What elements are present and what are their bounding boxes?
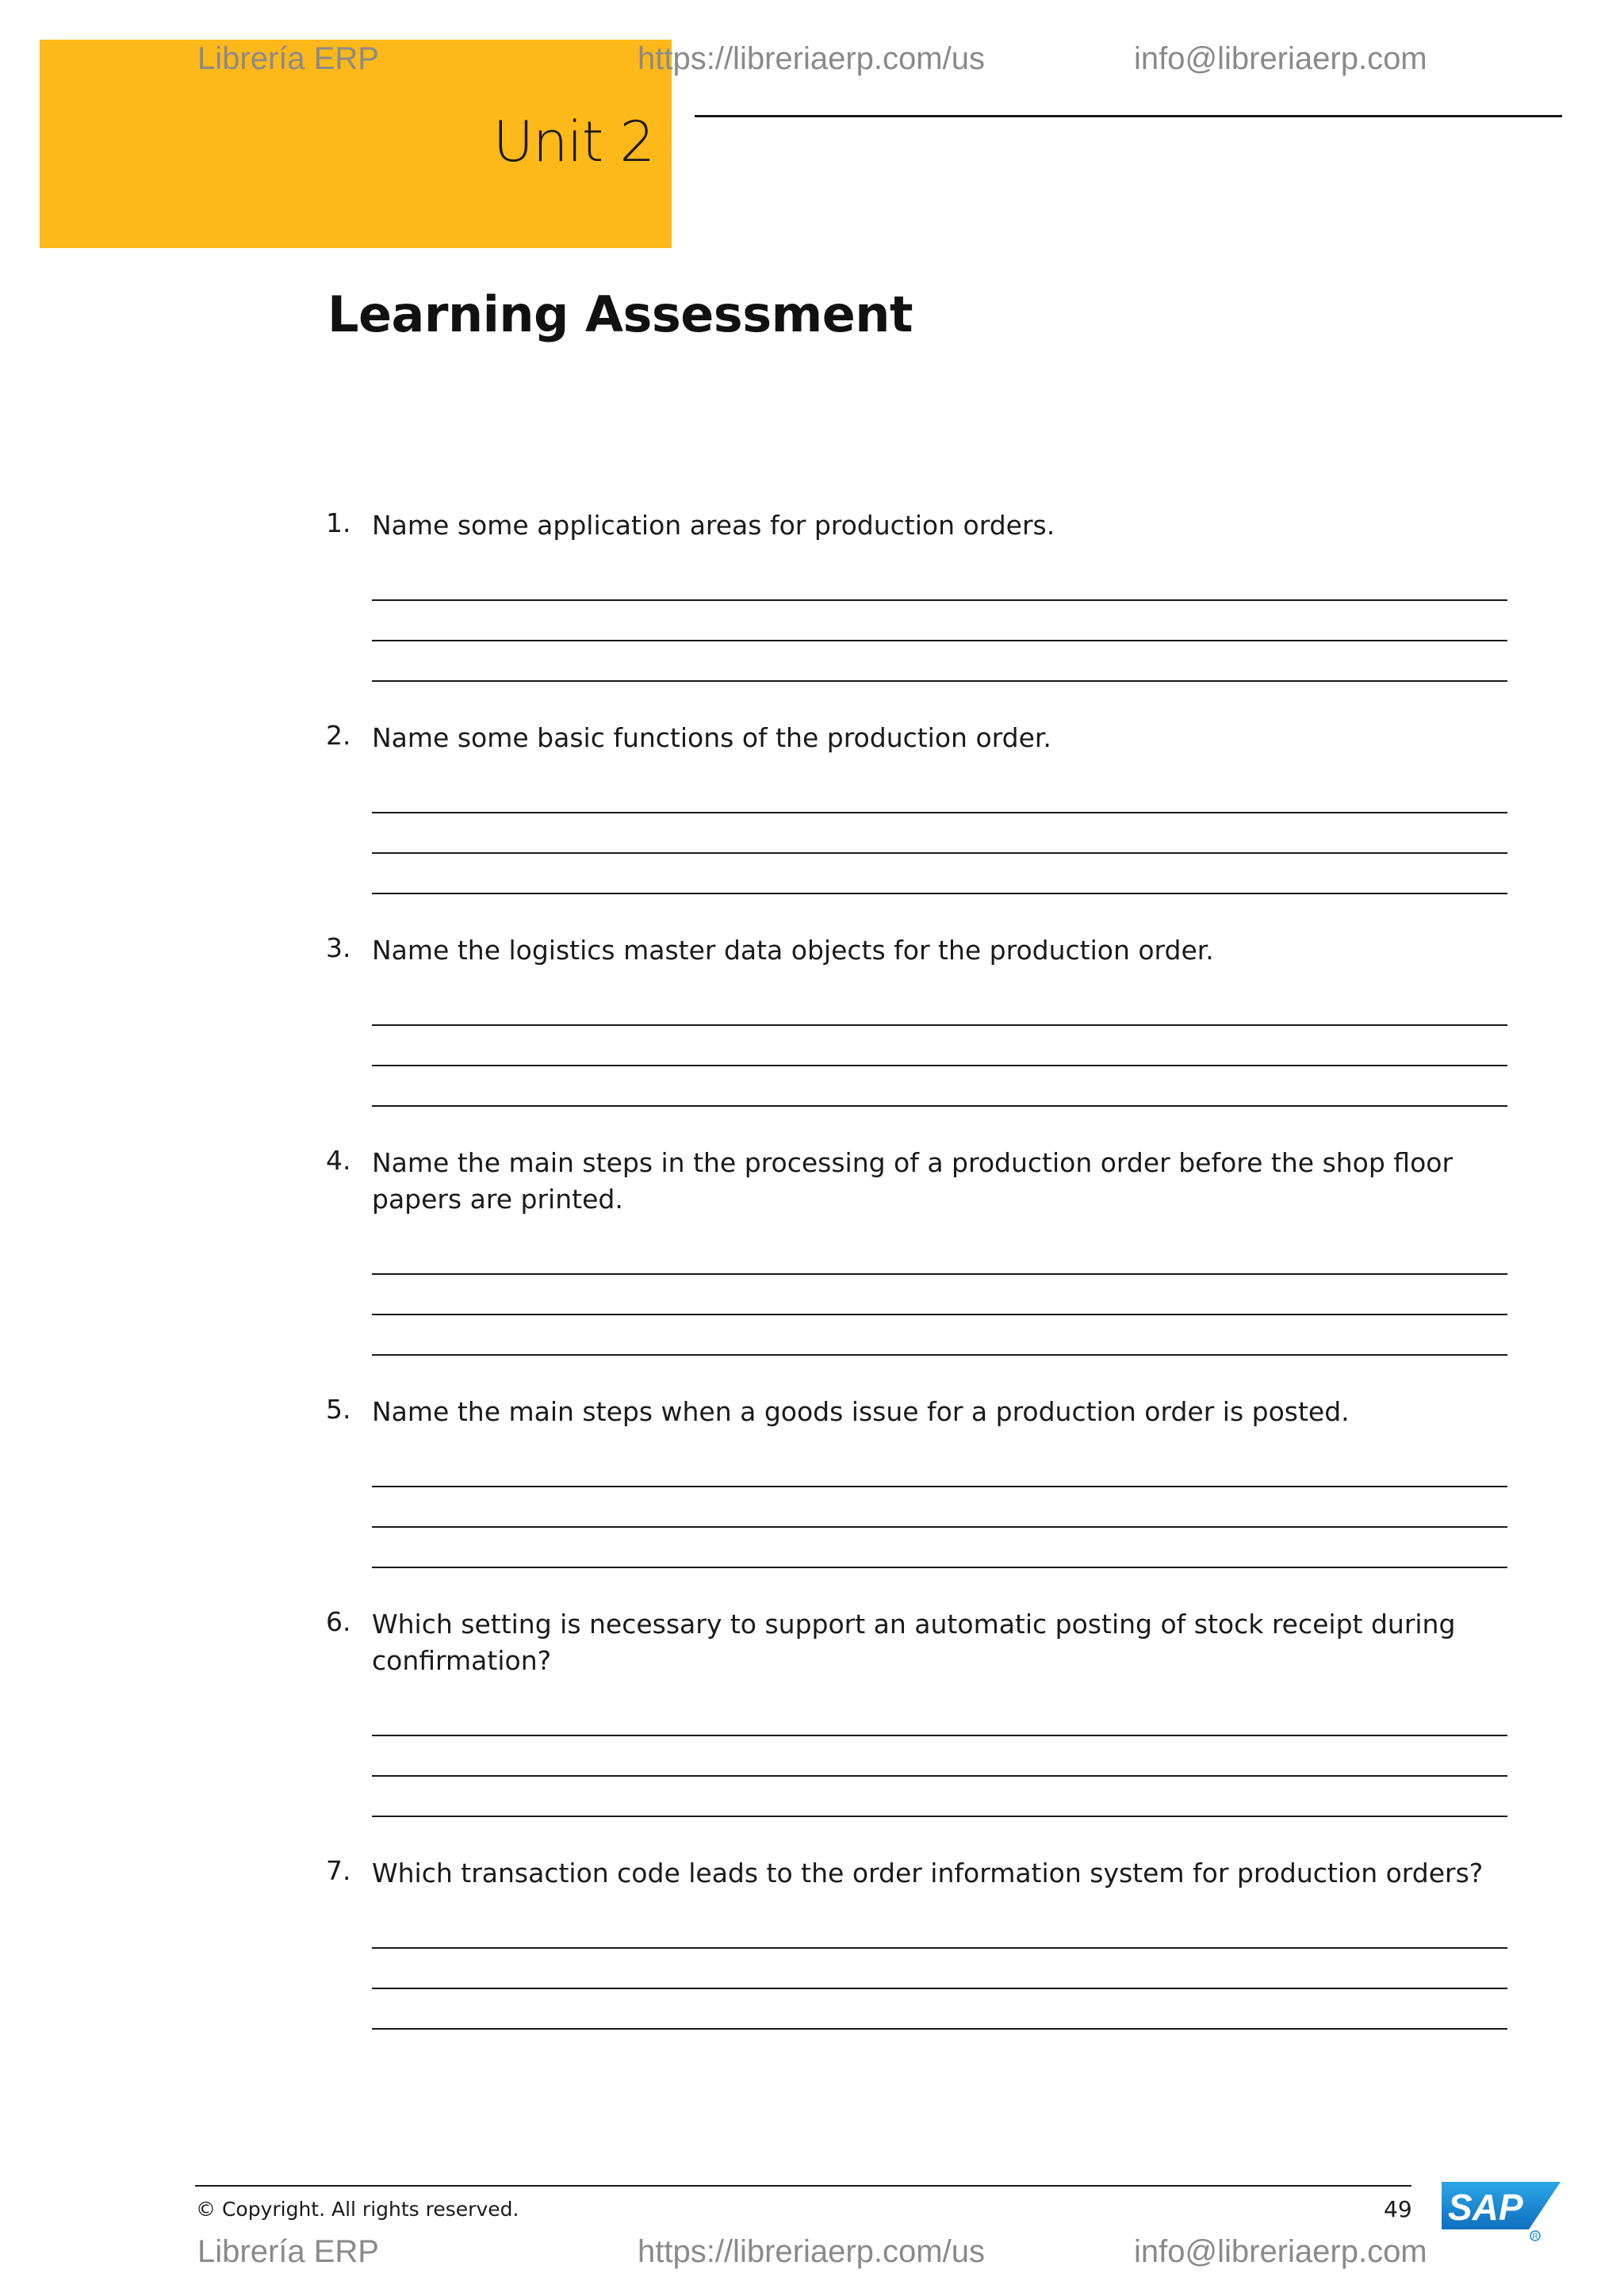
- answer-line[interactable]: [372, 680, 1507, 682]
- answer-line[interactable]: [372, 599, 1507, 601]
- page-number: 49: [1384, 2196, 1412, 2222]
- answer-line[interactable]: [372, 852, 1507, 854]
- copyright-notice: © Copyright. All rights reserved.: [196, 2198, 519, 2221]
- answer-line[interactable]: [372, 1988, 1507, 1989]
- answer-line[interactable]: [372, 1486, 1507, 1487]
- watermark-email-bottom: info@libreriaerp.com: [1134, 2234, 1427, 2269]
- answer-line[interactable]: [372, 812, 1507, 813]
- answer-line[interactable]: [372, 1526, 1507, 1528]
- question-number: 2.: [326, 720, 351, 751]
- question-number: 7.: [326, 1855, 351, 1886]
- watermark-url-bottom: https://libreriaerp.com/us: [638, 2234, 985, 2269]
- answer-line[interactable]: [372, 1567, 1507, 1568]
- watermark-url-top: https://libreriaerp.com/us: [638, 41, 985, 76]
- unit-title: Unit 2: [492, 109, 654, 174]
- answer-line[interactable]: [372, 893, 1507, 894]
- watermark-brand-bottom: Librería ERP: [197, 2234, 379, 2269]
- answer-line[interactable]: [372, 1735, 1507, 1736]
- watermark-brand-top: Librería ERP: [197, 41, 379, 76]
- svg-text:R: R: [1532, 2233, 1538, 2241]
- answer-line[interactable]: [372, 1947, 1507, 1949]
- sap-logo-text: SAP: [1448, 2187, 1523, 2228]
- answer-line[interactable]: [372, 1314, 1507, 1315]
- question-text: Name the main steps in the processing of a production order before the shop floor papers are printed.: [372, 1147, 1454, 1215]
- question-number: 6.: [326, 1606, 351, 1637]
- question-text: Name some basic functions of the production order.: [372, 722, 1051, 753]
- question-text: Name the logistics master data objects for the production order.: [372, 935, 1214, 966]
- question-number: 3.: [326, 932, 351, 963]
- answer-line[interactable]: [372, 1065, 1507, 1066]
- header-divider: [695, 115, 1562, 117]
- answer-line[interactable]: [372, 1354, 1507, 1356]
- question-text: Name the main steps when a goods issue for a production order is posted.: [372, 1396, 1350, 1427]
- question-text: Which setting is necessary to support an automatic posting of stock receipt during confirmation?: [372, 1609, 1456, 1676]
- question-number: 4.: [326, 1145, 351, 1176]
- question-text: Name some application areas for production orders.: [372, 510, 1055, 541]
- answer-line[interactable]: [372, 1273, 1507, 1275]
- answer-line[interactable]: [372, 1775, 1507, 1777]
- sap-logo: [1442, 2182, 1562, 2242]
- answer-line[interactable]: [372, 1105, 1507, 1107]
- answer-line[interactable]: [372, 2028, 1507, 2030]
- page-title: Learning Assessment: [327, 285, 914, 343]
- watermark-email-top: info@libreriaerp.com: [1134, 41, 1427, 76]
- answer-line[interactable]: [372, 640, 1507, 641]
- footer-divider: [195, 2185, 1411, 2187]
- answer-line[interactable]: [372, 1024, 1507, 1026]
- question-text: Which transaction code leads to the order information system for production orders?: [372, 1858, 1484, 1888]
- question-number: 5.: [326, 1394, 351, 1425]
- answer-line[interactable]: [372, 1816, 1507, 1817]
- question-number: 1.: [326, 507, 351, 538]
